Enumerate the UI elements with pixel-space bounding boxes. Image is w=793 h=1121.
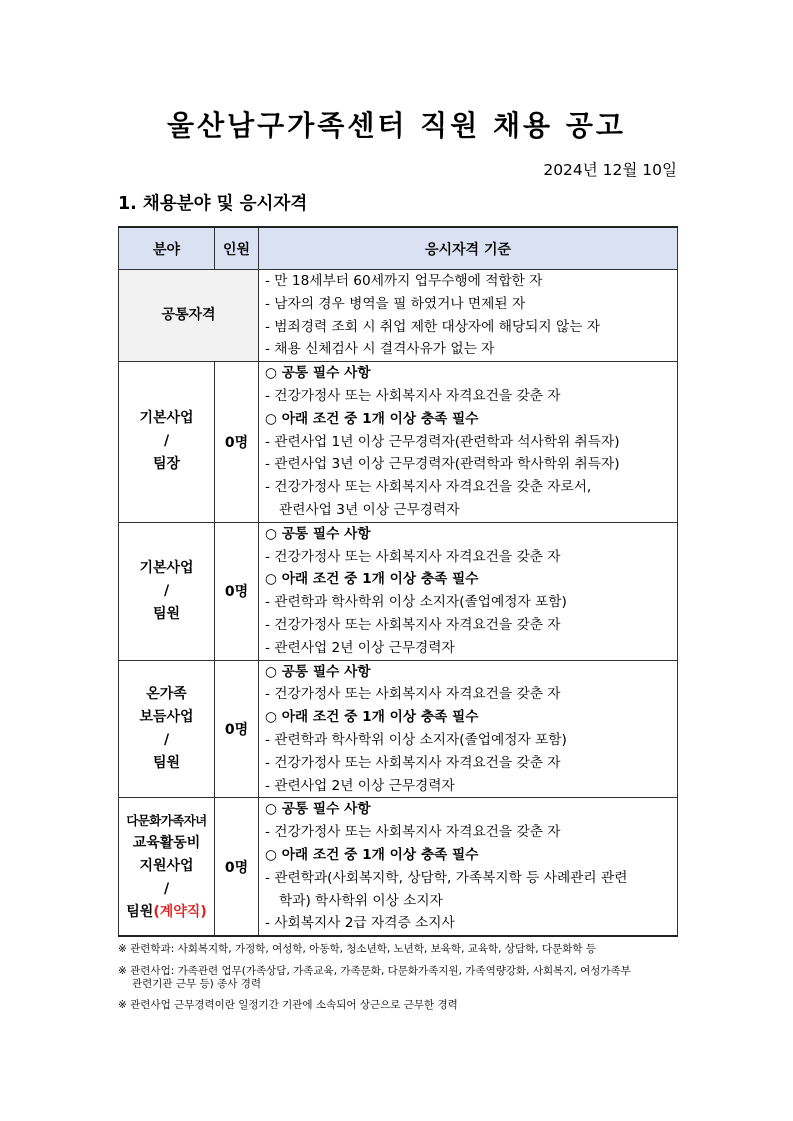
field-cell [119, 362, 215, 523]
criteria-line: - 관련사업 2년 이상 근무경력자 [265, 639, 455, 656]
headcount-cell: 0명 [215, 362, 259, 523]
criteria-cell [259, 522, 678, 660]
criteria-line: - 건강가정사 또는 사회복지사 자격요건을 갖춘 자로서, [265, 479, 592, 496]
footnotes [118, 938, 698, 1016]
field-cell [119, 660, 215, 798]
field-line: / [163, 881, 170, 898]
criteria-heading: ○ 아래 조건 중 1개 이상 충족 필수 [265, 846, 479, 863]
criteria-line: - 사회복지사 2급 자격증 소지사 [265, 915, 455, 932]
announcement-date: 2024년 12월 10일 [543, 161, 677, 179]
header-criteria: 응시자격 기준 [259, 227, 678, 270]
criteria-line: - 건강가정사 또는 사회복지사 자격요건을 갖춘 자 [265, 686, 561, 703]
field-cell [119, 522, 215, 660]
common-criteria-cell [259, 270, 678, 362]
criteria-line: - 건강가정사 또는 사회복지사 자격요건을 갖춘 자 [265, 616, 561, 633]
criteria-line: - 관련학과 학사학위 이상 소지자(졸업예정자 포함) [265, 594, 567, 611]
table-row [119, 362, 678, 523]
criteria-line: - 건강가정사 또는 사회복지사 자격요건을 갖춘 자 [265, 548, 561, 565]
criteria-heading: ○ 공통 필수 사항 [265, 525, 371, 542]
criteria-cell [259, 362, 678, 523]
criteria-line: - 관련사업 1년 이상 근무경력자(관련학과 석사학위 취득자) [265, 433, 620, 450]
criteria-line: - 만 18세부터 60세까지 업무수행에 적합한 자 [265, 273, 543, 289]
criteria-line: - 남자의 경우 병역을 필 하였거나 면제된 자 [265, 295, 526, 312]
criteria-line: 학과) 학사학위 이상 소지자 [279, 892, 443, 909]
table-row [119, 522, 678, 660]
header-count: 인원 [215, 227, 259, 270]
criteria-line: - 건강가정사 또는 사회복지사 자격요건을 갖춘 자 [265, 754, 561, 771]
header-field: 분야 [119, 227, 215, 270]
field-line: / [163, 433, 170, 450]
field-line: 기본사업 [139, 559, 194, 576]
criteria-line: - 건강가정사 또는 사회복지사 자격요건을 갖춘 자 [265, 824, 561, 841]
recruitment-table [118, 226, 678, 937]
common-field-cell: 공통자격 [119, 270, 259, 362]
criteria-heading: ○ 아래 조건 중 1개 이상 충족 필수 [265, 410, 479, 427]
footnote: ※ 관련사업 근무경력이란 일정기간 기관에 소속되어 상근으로 근무한 경력 [118, 999, 458, 1011]
footnote: ※ 관련사업: 가족관련 업무(가족상담, 가족교육, 가족문화, 다문화가족지원, 가족역량강화, 사회복지, 여성가족부 [118, 965, 631, 977]
criteria-heading: ○ 아래 조건 중 1개 이상 충족 필수 [265, 709, 479, 726]
field-line: 팀장 [152, 456, 181, 473]
field-line: 지원사업 [139, 858, 194, 875]
field-line: / [163, 731, 170, 748]
criteria-heading: ○ 공통 필수 사항 [265, 663, 371, 680]
criteria-line: - 범죄경력 조회 시 취업 제한 대상자에 해당되지 않는 자 [265, 318, 600, 335]
field-line: 기본사업 [139, 410, 194, 427]
headcount-cell: 0명 [215, 660, 259, 798]
field-line: 교육활동비 [132, 835, 201, 852]
criteria-line: - 건강가정사 또는 사회복지사 자격요건을 갖춘 자 [265, 387, 561, 404]
contract-label: (계약직) [153, 904, 207, 921]
field-line-text: 팀원 [126, 904, 154, 921]
headcount-cell: 0명 [215, 522, 259, 660]
criteria-cell [259, 798, 678, 936]
field-cell [119, 798, 215, 936]
criteria-line: - 관련학과 학사학위 이상 소지자(졸업예정자 포함) [265, 731, 567, 748]
field-line: 보듬사업 [139, 708, 194, 725]
section-heading: 1. 채용분야 및 응시자격 [118, 194, 308, 214]
headcount-cell: 0명 [215, 798, 259, 936]
footnote-continuation: 관련기관 근무 등) 종사 경력 [132, 978, 262, 990]
table-header-row [119, 227, 678, 270]
table-row [119, 660, 678, 798]
criteria-heading: ○ 공통 필수 사항 [265, 801, 371, 818]
criteria-cell [259, 660, 678, 798]
criteria-heading: ○ 아래 조건 중 1개 이상 충족 필수 [265, 571, 479, 588]
criteria-heading: ○ 공통 필수 사항 [265, 365, 371, 382]
criteria-line: - 관련사업 2년 이상 근무경력자 [265, 777, 455, 794]
field-line [119, 901, 214, 924]
field-line: 팀원 [152, 754, 181, 771]
field-line: 다문화가족자녀 [126, 813, 207, 829]
criteria-line: - 채용 신체검사 시 결격사유가 없는 자 [265, 341, 495, 358]
field-line: 팀원 [152, 605, 181, 622]
criteria-line: 관련사업 3년 이상 근무경력자 [279, 501, 460, 518]
field-line: 온가족 [146, 685, 187, 702]
table-row-common [119, 270, 678, 362]
table-row [119, 798, 678, 936]
criteria-line: - 관련학과(사회복지학, 상담학, 가족복지학 등 사례관리 관련 [265, 869, 628, 886]
field-line: / [163, 582, 170, 599]
criteria-line: - 관련사업 3년 이상 근무경력자(관력학과 학사학위 취득자) [265, 456, 620, 473]
footnote: ※ 관련학과: 사회복지학, 가정학, 여성학, 아동학, 청소년학, 노년학, 보육학, 교육학, 상담학, 다문화학 등 [118, 943, 597, 955]
page-title: 울산남구가족센터 직원 채용 공고 [167, 109, 626, 142]
